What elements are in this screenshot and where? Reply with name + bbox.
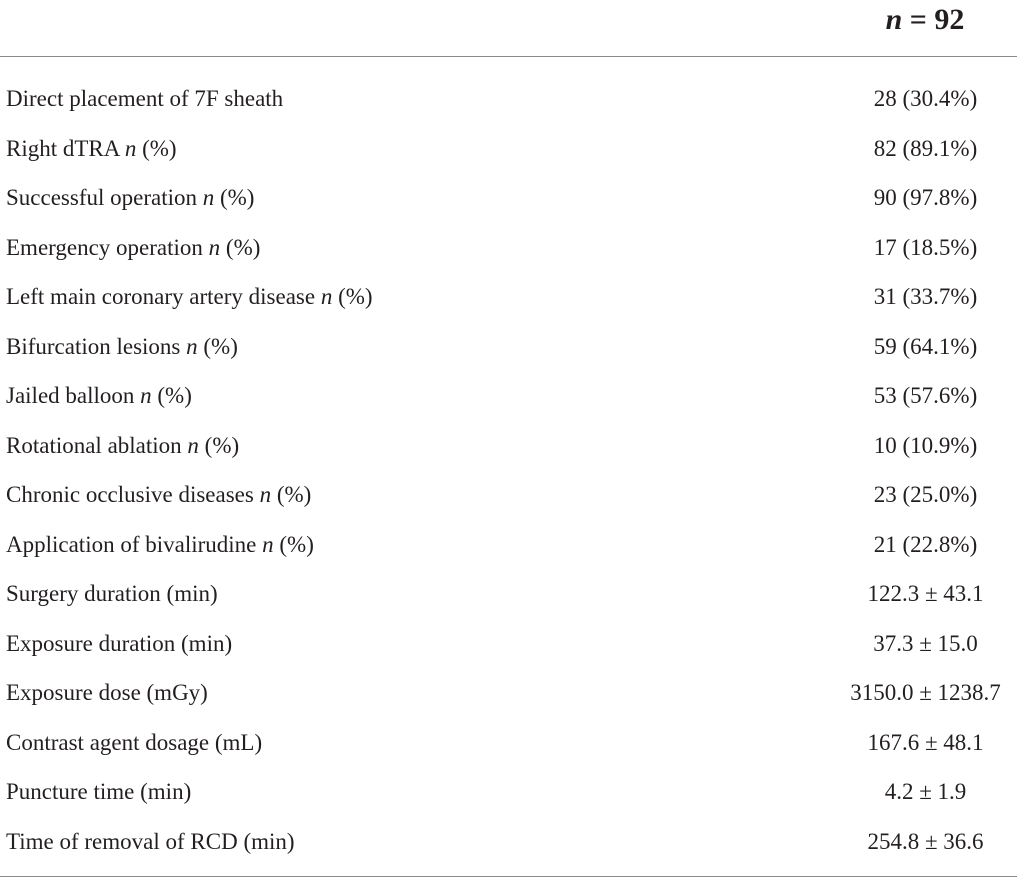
- row-label-text: Chronic occlusive diseases: [6, 482, 254, 507]
- table-row: [0, 569, 1017, 618]
- table-row: [0, 817, 1017, 866]
- table-row: [0, 718, 1017, 767]
- table-row: [0, 619, 1017, 668]
- row-label-text: Emergency operation: [6, 234, 203, 260]
- table-bottom-rule: [0, 876, 1017, 877]
- row-n-symbol: n: [259, 482, 272, 507]
- row-value: 254.8 ± 36.6: [867, 828, 984, 854]
- row-n-symbol: n: [187, 432, 199, 458]
- table-row: [0, 668, 1017, 717]
- row-label-suffix: (%): [214, 185, 255, 210]
- row-label: [6, 322, 238, 371]
- row-label: [6, 718, 262, 767]
- row-label: [6, 74, 283, 123]
- table-row: [0, 173, 1017, 222]
- row-label-suffix: (%): [198, 432, 240, 458]
- row-n-symbol: n: [124, 135, 137, 161]
- row-value: 167.6 ± 48.1: [867, 729, 984, 755]
- row-label-text: Exposure duration (min): [6, 630, 233, 656]
- row-label: [6, 124, 177, 173]
- row-value: 21 (22.8%): [873, 531, 978, 557]
- row-label: [6, 421, 239, 470]
- row-label-text: Contrast agent dosage (mL): [6, 729, 263, 755]
- table-header: [0, 0, 1017, 56]
- column-header-n: [850, 0, 1000, 40]
- row-label: [6, 817, 295, 866]
- row-n-symbol: n: [140, 383, 152, 408]
- row-label-text: Application of bivalirudine: [6, 531, 257, 557]
- header-divider: [0, 56, 1017, 57]
- row-label: [6, 619, 232, 668]
- table-row: [0, 223, 1017, 272]
- row-label-text: Right dTRA: [6, 135, 120, 161]
- table-row: [0, 470, 1017, 519]
- row-n-symbol: n: [202, 185, 215, 210]
- table-row: [0, 520, 1017, 569]
- row-value: 10 (10.9%): [873, 432, 978, 458]
- n-symbol: n: [885, 3, 903, 36]
- row-label-text: Successful operation: [6, 185, 197, 210]
- row-label: [6, 371, 192, 420]
- row-value: 4.2 ± 1.9: [884, 779, 967, 804]
- row-label-suffix: (%): [136, 135, 177, 161]
- table-row: [0, 74, 1017, 123]
- row-label-text: Exposure dose (mGy): [6, 680, 208, 705]
- row-label-text: Direct placement of 7F sheath: [6, 86, 284, 111]
- row-value: 31 (33.7%): [873, 284, 978, 309]
- row-label-text: Surgery duration (min): [6, 581, 218, 606]
- row-label-text: Puncture time (min): [6, 779, 192, 804]
- row-value: 53 (57.6%): [873, 383, 978, 408]
- row-value: 28 (30.4%): [873, 86, 978, 111]
- row-value: 37.3 ± 15.0: [873, 630, 978, 656]
- row-n-symbol: n: [262, 531, 274, 557]
- row-label: [6, 520, 314, 569]
- row-label-suffix: (%): [273, 531, 314, 557]
- row-label-text: Jailed balloon: [6, 383, 135, 408]
- row-value: 122.3 ± 43.1: [867, 581, 984, 606]
- table-row: [0, 767, 1017, 816]
- row-label: [6, 767, 191, 816]
- row-label: [6, 470, 311, 519]
- row-n-symbol: n: [186, 333, 198, 359]
- row-label-text: Left main coronary artery disease: [6, 284, 316, 309]
- table-row: [0, 322, 1017, 371]
- table-row: [0, 421, 1017, 470]
- row-value: 82 (89.1%): [873, 135, 978, 161]
- row-label-suffix: (%): [197, 333, 238, 359]
- row-value: 59 (64.1%): [873, 333, 978, 359]
- row-value: 3150.0 ± 1238.7: [850, 680, 1001, 705]
- row-label-text: Bifurcation lesions: [6, 333, 181, 359]
- table-row: [0, 272, 1017, 321]
- table-row: [0, 124, 1017, 173]
- row-value: 17 (18.5%): [873, 234, 978, 260]
- row-label: [6, 223, 260, 272]
- row-value: 90 (97.8%): [873, 185, 978, 210]
- row-label-suffix: (%): [220, 234, 261, 260]
- row-value: 23 (25.0%): [873, 482, 978, 507]
- row-label: [6, 569, 218, 618]
- row-label-suffix: (%): [271, 482, 312, 507]
- row-label: [6, 173, 254, 222]
- row-label-suffix: (%): [332, 284, 373, 309]
- row-label-text: Time of removal of RCD (min): [6, 828, 295, 854]
- row-n-symbol: n: [208, 234, 221, 260]
- row-n-symbol: n: [320, 284, 333, 309]
- row-label-suffix: (%): [151, 383, 192, 408]
- row-label: [6, 272, 373, 321]
- row-label-text: Rotational ablation: [6, 432, 182, 458]
- row-label: [6, 668, 208, 717]
- table-row: [0, 371, 1017, 420]
- n-value: = 92: [909, 3, 965, 36]
